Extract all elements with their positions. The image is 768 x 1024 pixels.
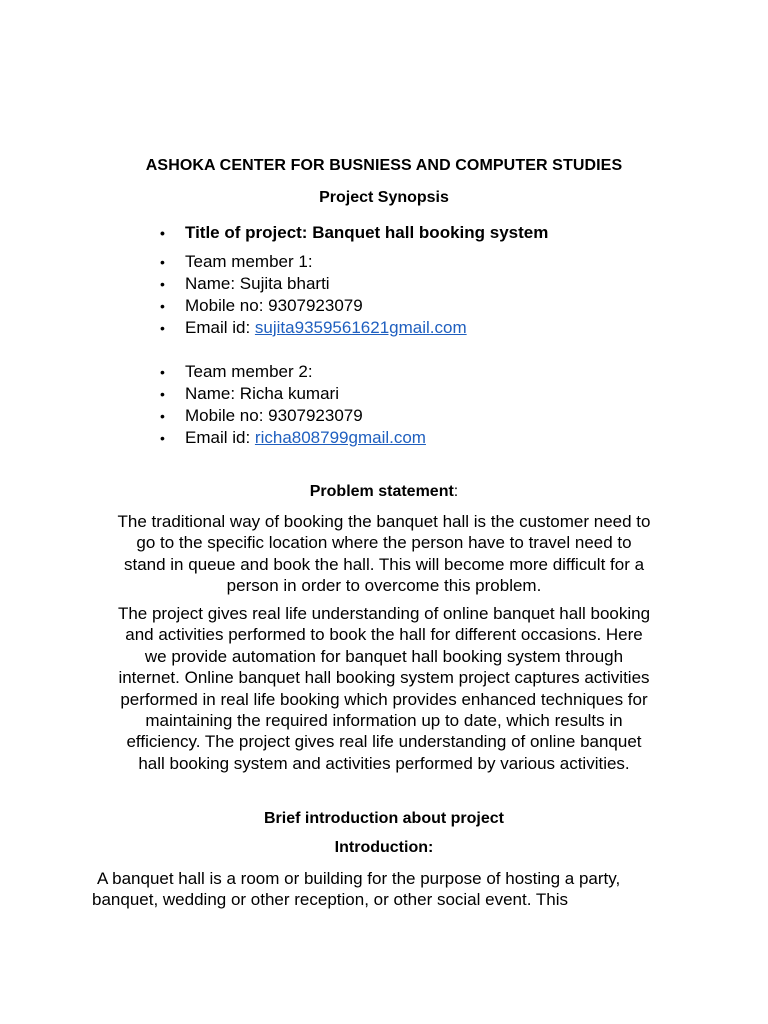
team-member-1-name: • Name: Sujita bharti bbox=[0, 273, 467, 295]
team-member-1-email-link[interactable]: sujita9359561621gmail.com bbox=[254, 318, 467, 337]
paragraph-line: hall booking system and activities performed by various activities. bbox=[138, 753, 630, 773]
team-member-1-email-label: Email id: bbox=[185, 318, 255, 337]
paragraph-line: maintaining the required information up to date, which results in bbox=[145, 711, 623, 731]
team-member-2-email-link[interactable]: richa808799gmail.com bbox=[254, 428, 426, 447]
institution-title: ASHOKA CENTER FOR BUSNIESS AND COMPUTER STUDIES bbox=[145, 157, 623, 174]
paragraph-line: performed in real life booking which provides enhanced techniques for bbox=[120, 689, 648, 709]
team-member-2-email-label: Email id: bbox=[185, 428, 255, 447]
team-member-1-list bbox=[0, 251, 467, 339]
problem-statement-heading bbox=[0, 483, 768, 501]
team-member-1-email bbox=[0, 317, 467, 339]
document-subtitle: Project Synopsis bbox=[319, 189, 449, 206]
paragraph-line: The project gives real life understanding of online banquet hall booking bbox=[117, 604, 651, 623]
brief-introduction-heading: Brief introduction about project bbox=[264, 810, 504, 827]
team-member-1-mobile: • Mobile no: 9307923079 bbox=[0, 295, 467, 317]
problem-paragraph-1 bbox=[0, 511, 768, 597]
paragraph-line: internet. Online banquet hall booking system project captures activities bbox=[118, 668, 650, 688]
introduction-heading: Introduction: bbox=[334, 839, 434, 856]
team-member-1-heading: • Team member 1: bbox=[0, 251, 467, 273]
team-member-2-heading: • Team member 2: bbox=[0, 361, 426, 383]
paragraph-line: person in order to overcome this problem. bbox=[226, 576, 542, 596]
project-title-list bbox=[0, 222, 548, 244]
paragraph-line: stand in queue and book the hall. This will become more difficult for a bbox=[123, 554, 645, 574]
paragraph-line: and activities performed to book the hall for different occasions. Here bbox=[125, 625, 643, 645]
team-member-2-name: • Name: Richa kumari bbox=[0, 383, 426, 405]
problem-statement-heading-colon: : bbox=[453, 483, 459, 500]
introduction-paragraph bbox=[0, 868, 768, 910]
team-member-2-mobile: • Mobile no: 9307923079 bbox=[0, 405, 426, 427]
team-member-2-list bbox=[0, 361, 426, 449]
paragraph-line: banquet, wedding or other reception, or other social event. This bbox=[92, 890, 568, 909]
problem-statement-heading-text: Problem statement bbox=[309, 483, 454, 500]
paragraph-line: The traditional way of booking the banquet hall is the customer need to bbox=[117, 512, 651, 531]
paragraph-line: we provide automation for banquet hall booking system through bbox=[144, 646, 624, 666]
project-title-item: • Title of project: Banquet hall booking system bbox=[0, 222, 548, 244]
team-member-2-email bbox=[0, 427, 426, 449]
paragraph-line: efficiency. The project gives real life understanding of online banquet bbox=[126, 732, 642, 752]
paragraph-line: A banquet hall is a room or building for the purpose of hosting a party, bbox=[97, 869, 621, 888]
problem-paragraph-2 bbox=[0, 603, 768, 774]
paragraph-line: go to the specific location where the person have to travel need to bbox=[136, 533, 632, 553]
